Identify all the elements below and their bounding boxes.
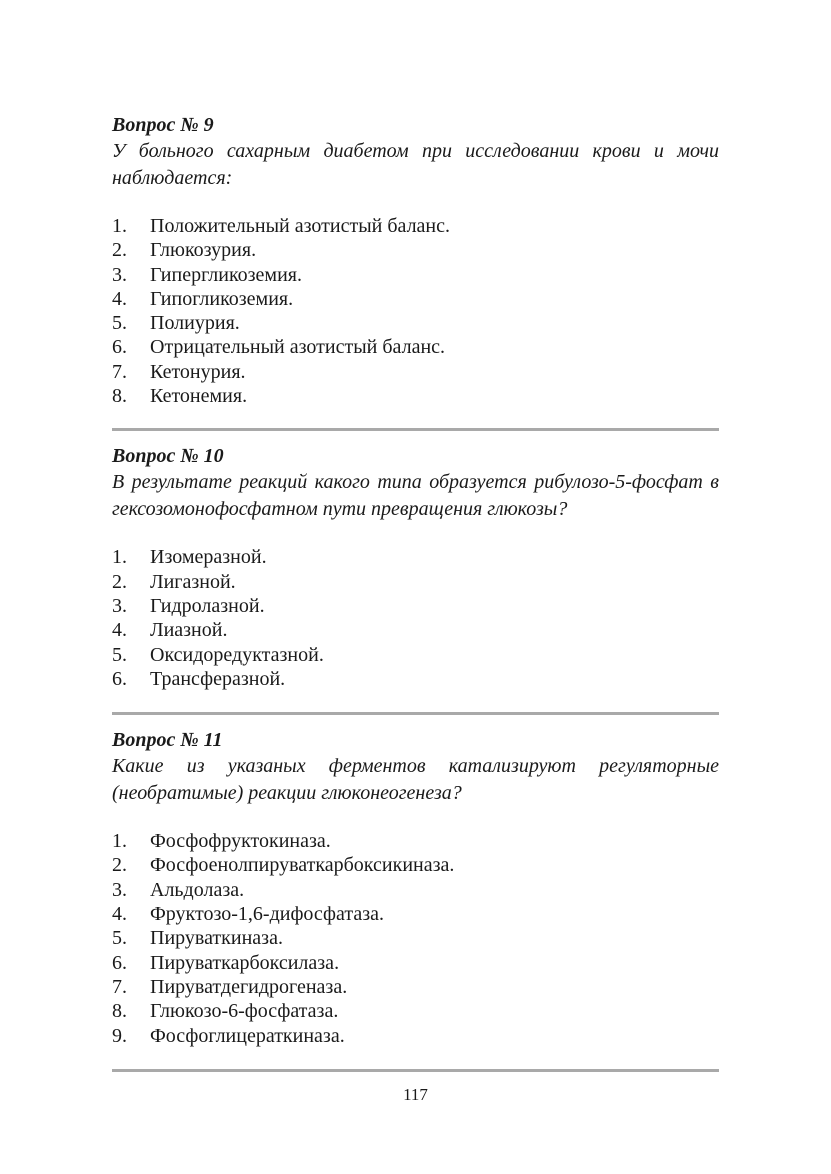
answer-option (112, 214, 719, 238)
answer-option (112, 999, 719, 1023)
answer-option (112, 360, 719, 384)
answer-option (112, 853, 719, 877)
section-divider (112, 428, 719, 431)
section-divider (112, 712, 719, 715)
option-text: Фруктозо-1,6-дифосфатаза. (150, 903, 384, 926)
option-text: Трансферазной. (150, 667, 286, 690)
option-number: 1. (112, 215, 127, 237)
option-text: Кетонемия. (150, 385, 248, 408)
answer-option (112, 594, 719, 618)
option-number: 3. (112, 263, 127, 286)
page-number: 117 (403, 1085, 428, 1104)
option-text: Фосфоглицераткиназа. (150, 1024, 345, 1047)
option-text: Гипогликоземия. (150, 287, 294, 310)
option-text: Глюкозо-6-фосфатаза. (150, 1000, 339, 1023)
question-text: У больного сахарным диабетом при исследовании крови и мочи наблюдается: (112, 140, 719, 189)
answer-option (112, 545, 719, 569)
answer-option (112, 1024, 719, 1048)
option-text: Фосфоенолпируваткарбоксикиназа. (150, 854, 455, 877)
option-number: 3. (112, 594, 127, 617)
option-text: Альдолаза. (150, 878, 245, 901)
option-number: 8. (112, 1000, 127, 1023)
answer-options (112, 829, 719, 1048)
answer-option (112, 287, 719, 311)
option-text: Пируваткарбоксилаза. (150, 951, 340, 974)
option-number: 6. (112, 951, 127, 974)
answer-option (112, 829, 719, 853)
option-number: 3. (112, 878, 127, 901)
question-9 (112, 112, 719, 408)
option-number: 5. (112, 643, 127, 666)
option-number: 6. (112, 336, 127, 359)
option-text: Фосфофруктокиназа. (150, 830, 331, 853)
option-text: Лигазной. (150, 570, 236, 593)
option-number: 2. (112, 239, 127, 262)
option-number: 6. (112, 667, 127, 690)
option-text: Лиазной. (150, 619, 228, 642)
option-text: Гидролазной. (150, 594, 265, 617)
question-title: Вопрос № 9 (112, 114, 214, 136)
answer-option (112, 667, 719, 691)
option-number: 7. (112, 360, 127, 383)
answer-option (112, 618, 719, 642)
question-title: Вопрос № 10 (112, 445, 224, 468)
answer-option (112, 878, 719, 902)
question-text: Какие из указаных ферментов катализируют регуляторные (необратимые) реакции глюконеогенеза? (112, 755, 719, 805)
option-number: 8. (112, 385, 127, 408)
answer-options (112, 545, 719, 691)
answer-option (112, 570, 719, 594)
option-text: Изомеразной. (150, 546, 267, 569)
option-text: Оксидоредуктазной. (150, 643, 324, 666)
answer-option (112, 951, 719, 975)
option-number: 7. (112, 975, 127, 998)
option-number: 4. (112, 619, 127, 642)
option-number: 1. (112, 546, 127, 569)
option-text: Отрицательный азотистый баланс. (150, 336, 446, 359)
section-divider (112, 1069, 719, 1072)
page-content (112, 112, 719, 1072)
option-text: Пируваткиназа. (150, 927, 283, 950)
option-text: Положительный азотистый баланс. (150, 215, 451, 237)
option-number: 1. (112, 830, 127, 853)
question-text: В результате реакций какого типа образуется рибулозо-5-фосфат в гексозомонофосфатном пути превращения глюкозы? (112, 471, 719, 521)
option-text: Пируватдегидрогеназа. (150, 975, 348, 998)
answer-option (112, 902, 719, 926)
option-text: Гипергликоземия. (150, 263, 302, 286)
option-text: Полиурия. (150, 312, 240, 335)
question-10 (112, 443, 719, 691)
question-11 (112, 727, 719, 1048)
answer-options (112, 214, 719, 408)
option-number: 4. (112, 287, 127, 310)
answer-option (112, 263, 719, 287)
option-number: 5. (112, 312, 127, 335)
option-number: 2. (112, 570, 127, 593)
option-number: 4. (112, 903, 127, 926)
answer-option (112, 926, 719, 950)
answer-option (112, 643, 719, 667)
option-text: Кетонурия. (150, 360, 246, 383)
answer-option (112, 335, 719, 359)
answer-option (112, 311, 719, 335)
option-number: 2. (112, 854, 127, 877)
answer-option (112, 238, 719, 262)
option-number: 5. (112, 927, 127, 950)
option-number: 9. (112, 1024, 127, 1047)
answer-option (112, 975, 719, 999)
option-text: Глюкозурия. (150, 239, 257, 262)
question-title: Вопрос № 11 (112, 729, 223, 752)
answer-option (112, 384, 719, 408)
